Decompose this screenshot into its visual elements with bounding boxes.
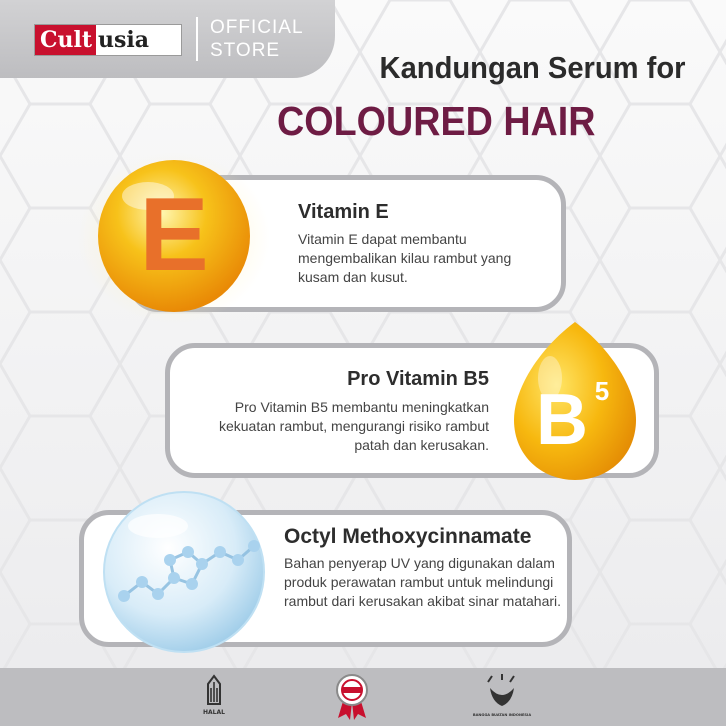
b5-superscript: 5 [594, 376, 610, 406]
ingredient-title: Pro Vitamin B5 [347, 368, 489, 390]
bbi-label: BANGGA BUATAN INDONESIA [472, 713, 532, 717]
official-line-2: STORE [210, 40, 281, 61]
headline-line-1: Kandungan Serum for [380, 50, 686, 85]
headline-line-2: COLOURED HAIR [277, 98, 596, 144]
vitamin-e-droplet-icon [66, 146, 266, 322]
award-badge-icon [334, 672, 370, 722]
ingredient-title: Octyl Methoxycinnamate [284, 525, 532, 548]
brand-divider [196, 17, 198, 61]
cultusia-logo [34, 24, 182, 56]
vitamin-e-letter: E [139, 177, 209, 293]
official-line-1: OFFICIAL [210, 17, 304, 38]
halal-logo-icon [200, 674, 228, 722]
ingredient-description: Vitamin E dapat membantu mengembalikan kilau rambut yang kusam dan kusut. [298, 231, 512, 285]
vitamin-b5-drop-icon [510, 318, 640, 484]
official-store-label [210, 16, 304, 62]
ingredient-description: Bahan penyerap UV yang digunakan dalam produk perawatan rambut untuk melindungi rambut dari kerusakan akibat sinar matahari. [284, 555, 562, 609]
ingredient-title: Vitamin E [298, 201, 389, 223]
halal-label: HALAL [203, 709, 225, 716]
logo-dark-part: usia [98, 27, 150, 53]
logo-red-part: Cult [35, 25, 96, 55]
bangga-buatan-indonesia-logo-icon [472, 672, 532, 722]
b5-letter: B [536, 380, 588, 460]
molecule-bubble-icon [96, 486, 272, 658]
ingredient-description: Pro Vitamin B5 membantu meningkatkan kekuatan rambut, mengurangi risiko rambut patah dan kerusakan. [218, 399, 489, 453]
